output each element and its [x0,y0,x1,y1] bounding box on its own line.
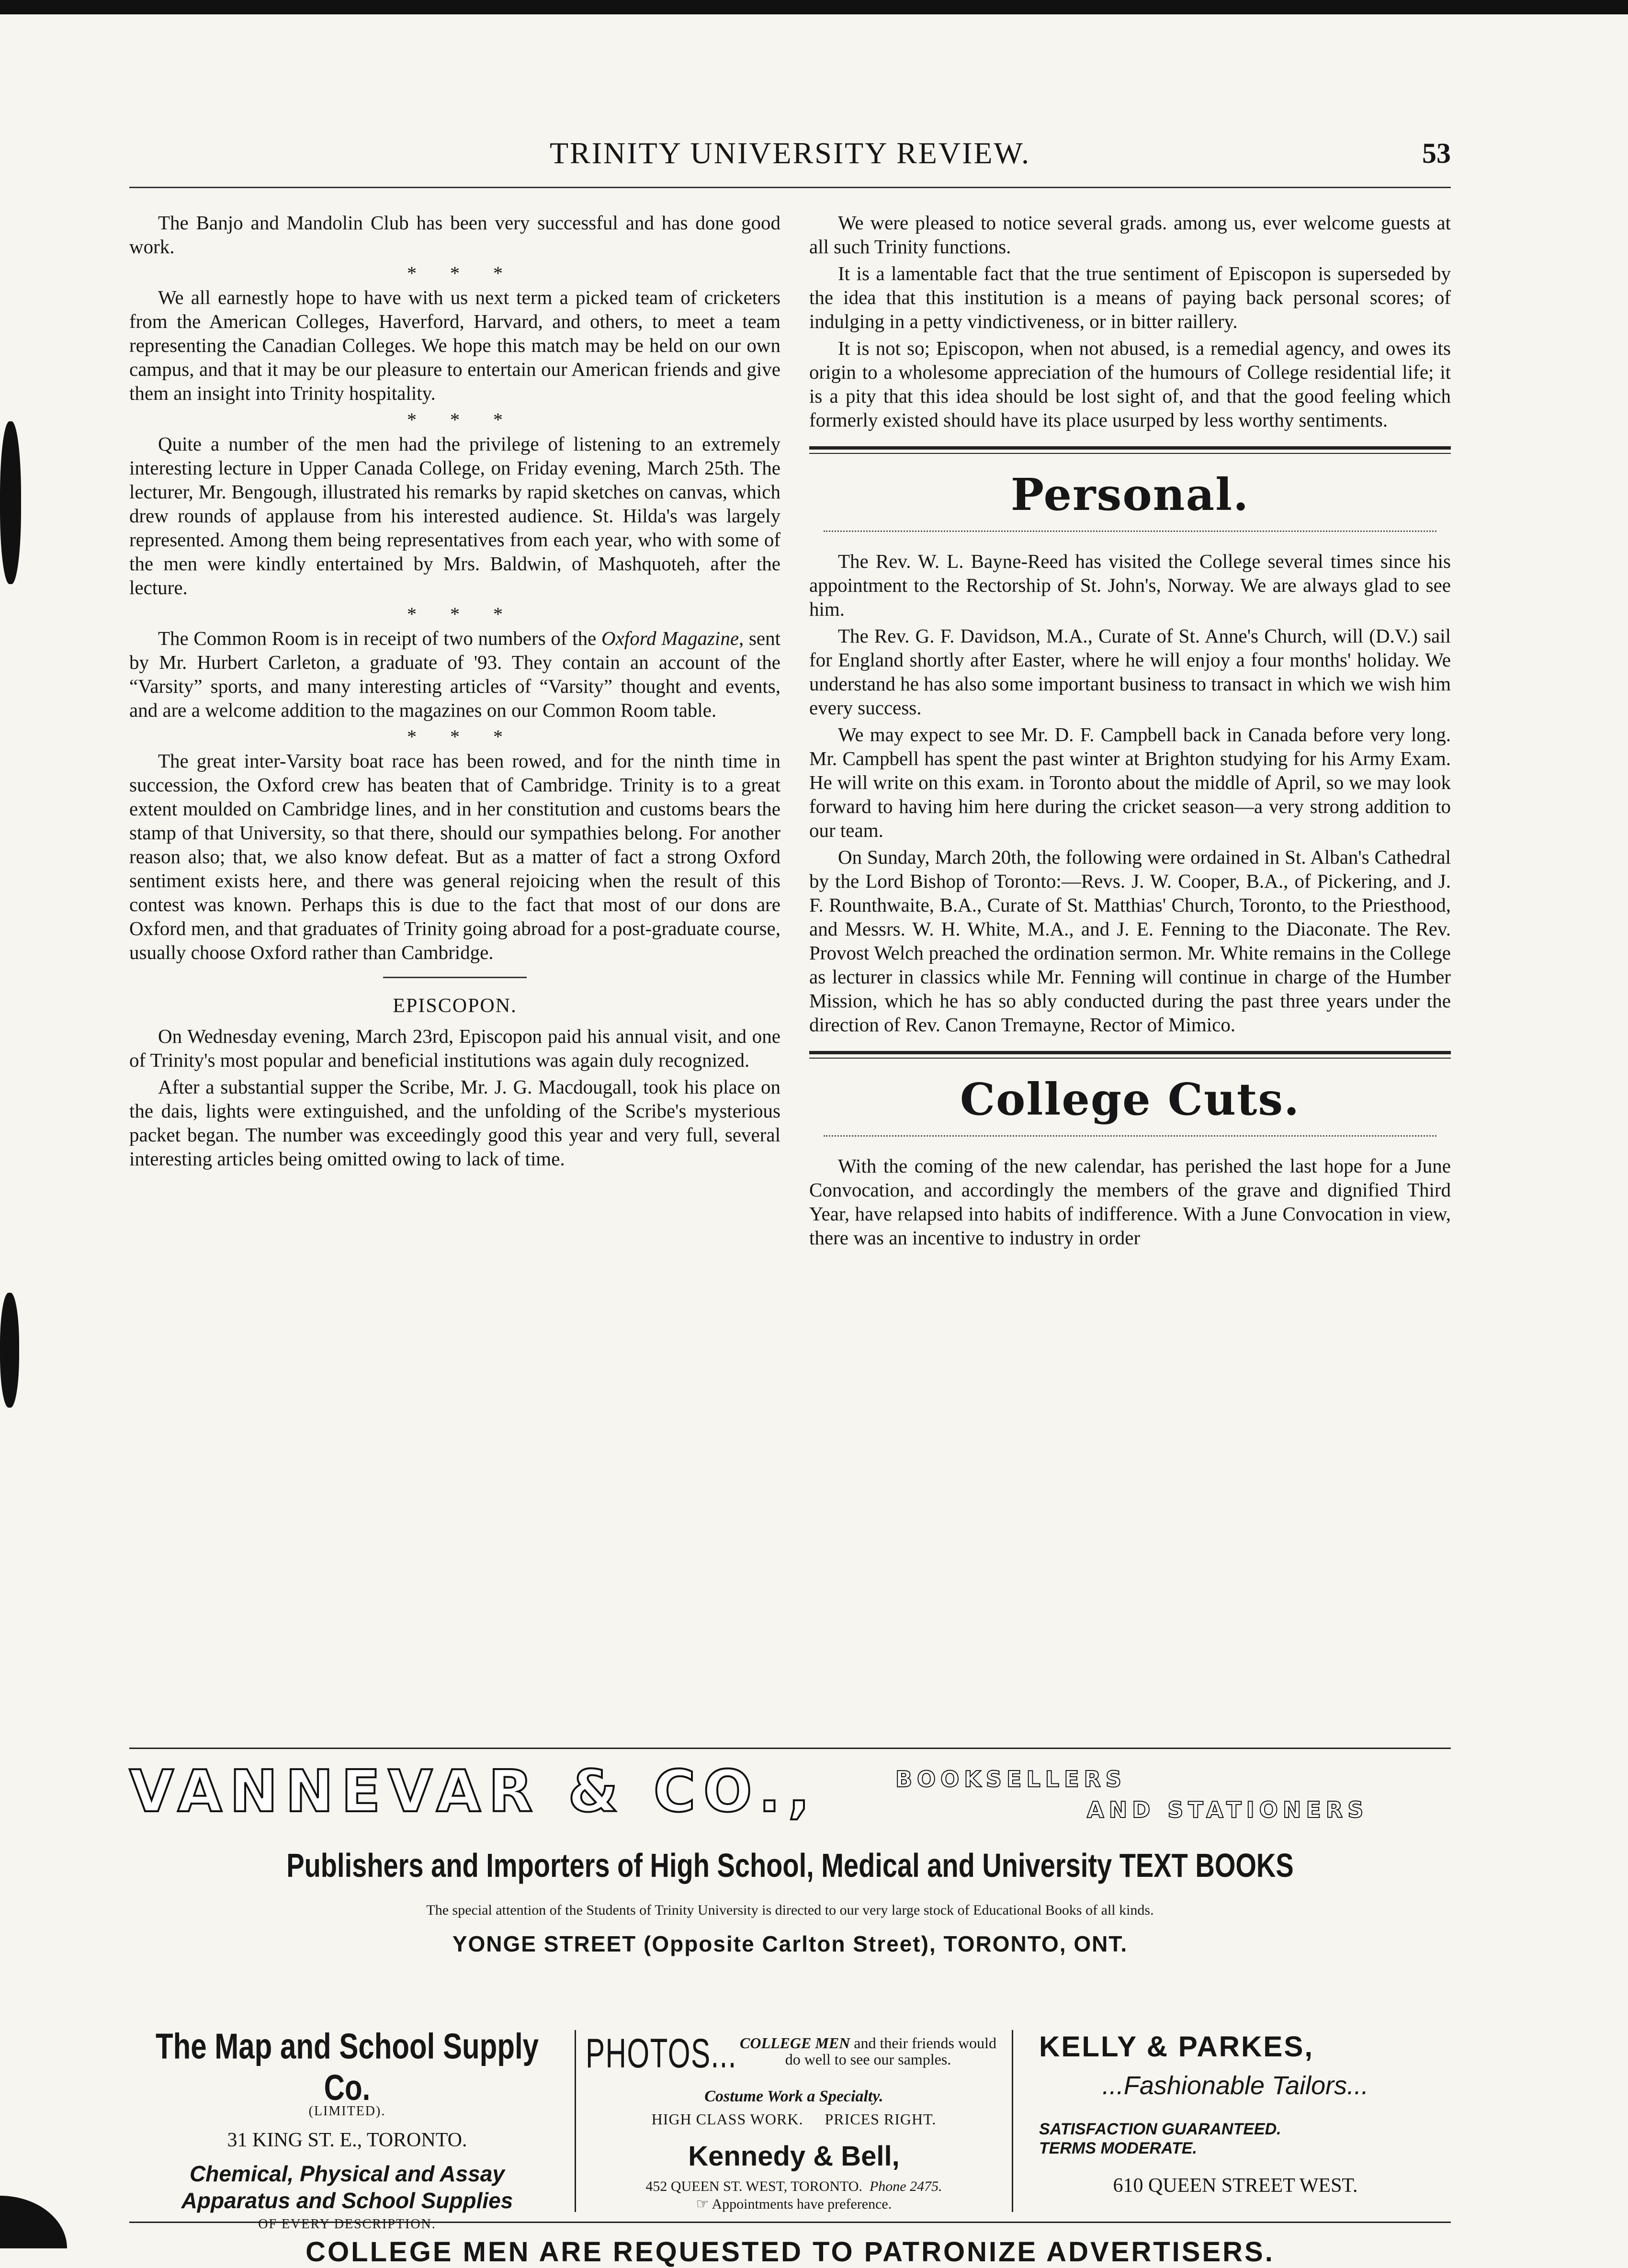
map-supply-limited: (LIMITED). [308,2104,386,2119]
photos-appointments: ☞ Appointments have preference. [696,2196,892,2212]
kelly-parkes-tagline: ...Fashionable Tailors... [1102,2071,1369,2100]
kelly-parkes-guarantee: SATISFACTION GUARANTEED. TERMS MODERATE. [1039,2120,1281,2157]
publication-title: TRINITY UNIVERSITY REVIEW. [549,136,1031,170]
scan-top-border [0,0,1628,14]
scan-corner-mark [0,2196,67,2248]
dotted-rule [824,1135,1436,1137]
paragraph-remedial: It is not so; Episcopon, when not abused, is a remedial agency, and owes its origin to a wholesome appreciation of the humours of College residential life; it is a pity that this idea should be lost sight of, and that the good feeling which formerly existed should have its place usurped by less worthy sentiments. [809,337,1451,431]
photos-title: PHOTOS... [586,2031,737,2076]
personal-heading: Personal. [1010,469,1250,520]
section-divider-stars: *** [407,409,536,430]
photos-quality-line: HIGH CLASS WORK. PRICES RIGHT. [651,2110,937,2128]
section-rule [809,1051,1451,1059]
paragraph-banjo-club: The Banjo and Mandolin Club has been very successful and has done good work. [129,212,780,258]
vannevar-address: YONGE STREET (Opposite Carlton Street), TORONTO, ONT. [452,1931,1128,1956]
footer-notice: COLLEGE MEN ARE REQUESTED TO PATRONIZE ADVERTISERS. [305,2236,1275,2268]
map-supply-subline: Chemical, Physical and Assay [190,2161,505,2186]
advertisement-area [129,1748,1451,1998]
scan-edge-mark [0,1293,19,1408]
page-number: 53 [1422,137,1451,169]
kelly-parkes-address: 610 QUEEN STREET WEST. [1113,2175,1358,2197]
map-supply-advertisement [129,2026,565,2232]
paragraph-ordination: On Sunday, March 20th, the following were ordained in St. Alban's Cathedral by the Lord Bishop of Toronto:—Revs. J. W. Cooper, B.A., of Pickering, and J. F. Rounthwaite, B.A., Curate of St. Matthias' Church, Toronto, to the Priesthood, and Messrs. W. H. White, M.A., and J. E. Fenning to the Diaconate. The Rev. Provost Welch preached the ordination sermon. Mr. White remains in the College as lecturer in classics while Mr. Fenning will continue in charge of the Humber Mission, which he has so ably conducted during the past three years under the direction of Rev. Canon Tremayne, Rector of Mimico. [809,846,1451,1036]
paragraph-campbell: We may expect to see Mr. D. F. Campbell back in Canada before very long. Mr. Campbell has spent the past winter at Brighton studying for his Army Exam. He will write on this exam. in Toronto about the middle of April, so we may look forward to having him here during the cricket season—a very strong addition to our team. [809,723,1451,841]
photos-costume-line: Costume Work a Specialty. [704,2087,883,2105]
map-supply-address: 31 KING ST. E., TORONTO. [227,2129,467,2151]
paragraph-cricket: We all earnestly hope to have with us next term a picked team of cricketers from the American Colleges, Haverford, Harvard, and others, to meet a team representing the Canadian Colleges. We hope this match may be held on our own campus, and that it may be our pleasure to entertain our American friends and give them an insight into Trinity hospitality. [129,286,780,404]
paragraph-boat-race: The great inter-Varsity boat race has been rowed, and for the ninth time in succession, the Oxford crew has beaten that of Cambridge. Trinity is to a great extent moulded on Cambridge lines, and in her constitution and customs bears the stamp of that University, so that there, should our sympathies belong. For another reason also; that, we also know defeat. But as a matter of fact a strong Oxford sentiment exists here, and there was general rejoicing when the result of this contest was known. Perhaps this is due to the fact that most of our dons are Oxford men, and that graduates of Trinity going abroad for a post-graduate course, usually choose Oxford rather than Cambridge. [129,750,780,963]
photos-advertisement [575,2030,1013,2212]
magazine-title: Oxford Magazine [601,627,739,649]
episcopon-heading: EPISCOPON. [393,995,517,1017]
kelly-parkes-name: KELLY & PARKES, [1039,2031,1314,2063]
paragraph-bayne-reed: The Rev. W. L. Bayne-Reed has visited the College several times since his appointment to the Rectorship of St. John's, Norway. We are always glad to see him. [809,550,1451,620]
newspaper-page [129,129,1451,2268]
right-column [809,211,1451,1252]
paragraph-calendar: With the coming of the new calendar, has perished the last hope for a June Convocation, and accordingly the members of the grave and dignified Third Year, have relapsed into habits of indifference. With a June Convocation in view, there was an incentive to industry in order [809,1155,1451,1249]
section-divider-stars: *** [407,726,536,747]
dotted-rule [824,530,1436,532]
vannevar-advertisement [129,1749,1451,1998]
section-divider-stars: *** [407,603,536,625]
photos-studio-name: Kennedy & Bell, [688,2141,900,2172]
kelly-parkes-advertisement [1020,2030,1451,2212]
paragraph-sentiment: It is a lamentable fact that the true sentiment of Episcopon is superseded by the idea that this institution is a means of paying back personal scores; of indulging in a petty vindictiveness, or in bitter raillery. [809,262,1451,332]
left-column [129,211,780,1173]
map-supply-description: OF EVERY DESCRIPTION. [258,2217,436,2232]
scan-edge-mark [0,421,21,584]
map-supply-subline: Apparatus and School Supplies [181,2188,513,2213]
advertisement-row [129,2016,1451,2232]
college-cuts-heading: College Cuts. [960,1073,1300,1125]
paragraph-grads: We were pleased to notice several grads. among us, ever welcome guests at all such Trinity functions. [809,212,1451,258]
section-divider-stars: *** [407,262,536,284]
article-columns [129,211,1451,1695]
short-rule [383,977,527,978]
section-rule [809,446,1451,454]
vannevar-publishers-line: Publishers and Importers of High School, Medical and University TEXT BOOKS [286,1846,1294,1884]
vannevar-booksellers: BOOKSELLERS [895,1766,1127,1792]
paragraph-episcopon-visit: On Wednesday evening, March 23rd, Episcopon paid his annual visit, and one of Trinity's most popular and beneficial institutions was again duly recognized. [129,1025,780,1071]
running-head [129,129,1451,188]
photos-college-men: COLLEGE MEN and their friends would do well to see our samples. [740,2034,996,2068]
paragraph-episcopon-supper: After a substantial supper the Scribe, Mr. J. G. Macdougall, took his place on the dais, lights were extinguished, and the unfolding of the Scribe's mysterious packet began. The number was exceedingly good this year and very full, several interesting articles being omitted owing to lack of time. [129,1076,780,1170]
photos-address: 452 QUEEN ST. WEST, TORONTO. Phone 2475. [645,2178,942,2194]
paragraph-davidson: The Rev. G. F. Davidson, M.A., Curate of St. Anne's Church, will (D.V.) sail for England shortly after Easter, where he will enjoy a four months' holiday. We understand he has also some important business to transact in which we wish him every success. [809,625,1451,719]
vannevar-name: VANNEVAR & CO., [129,1759,818,1825]
paragraph-lecture: Quite a number of the men had the privilege of listening to an extremely interesting lecture in Upper Canada College, on Friday evening, March 25th. The lecturer, Mr. Bengough, illustrated his remarks by rapid sketches on canvas, which drew rounds of applause from his interested audience. St. Hilda's was largely represented. Among them being representatives from each year, who with some of the men were kindly entertained by Mrs. Baldwin, of Mashquoteh, after the lecture. [129,433,780,598]
vannevar-note: The special attention of the Students of Trinity University is directed to our very large stock of Educational Books of all kinds. [426,1902,1154,1918]
paragraph-common-room: The Common Room is in receipt of two numbers of the Oxford Magazine, sent by Mr. Hurbert Carleton, a graduate of '93. They contain an account of the “Varsity” sports, and many interesting articles of “Varsity” thought and events, and are a welcome addition to the magazines on our Common Room table. [129,627,780,721]
vannevar-stationers: AND STATIONERS [1087,1797,1368,1823]
map-supply-name: The Map and School Supply Co. [155,2026,539,2108]
